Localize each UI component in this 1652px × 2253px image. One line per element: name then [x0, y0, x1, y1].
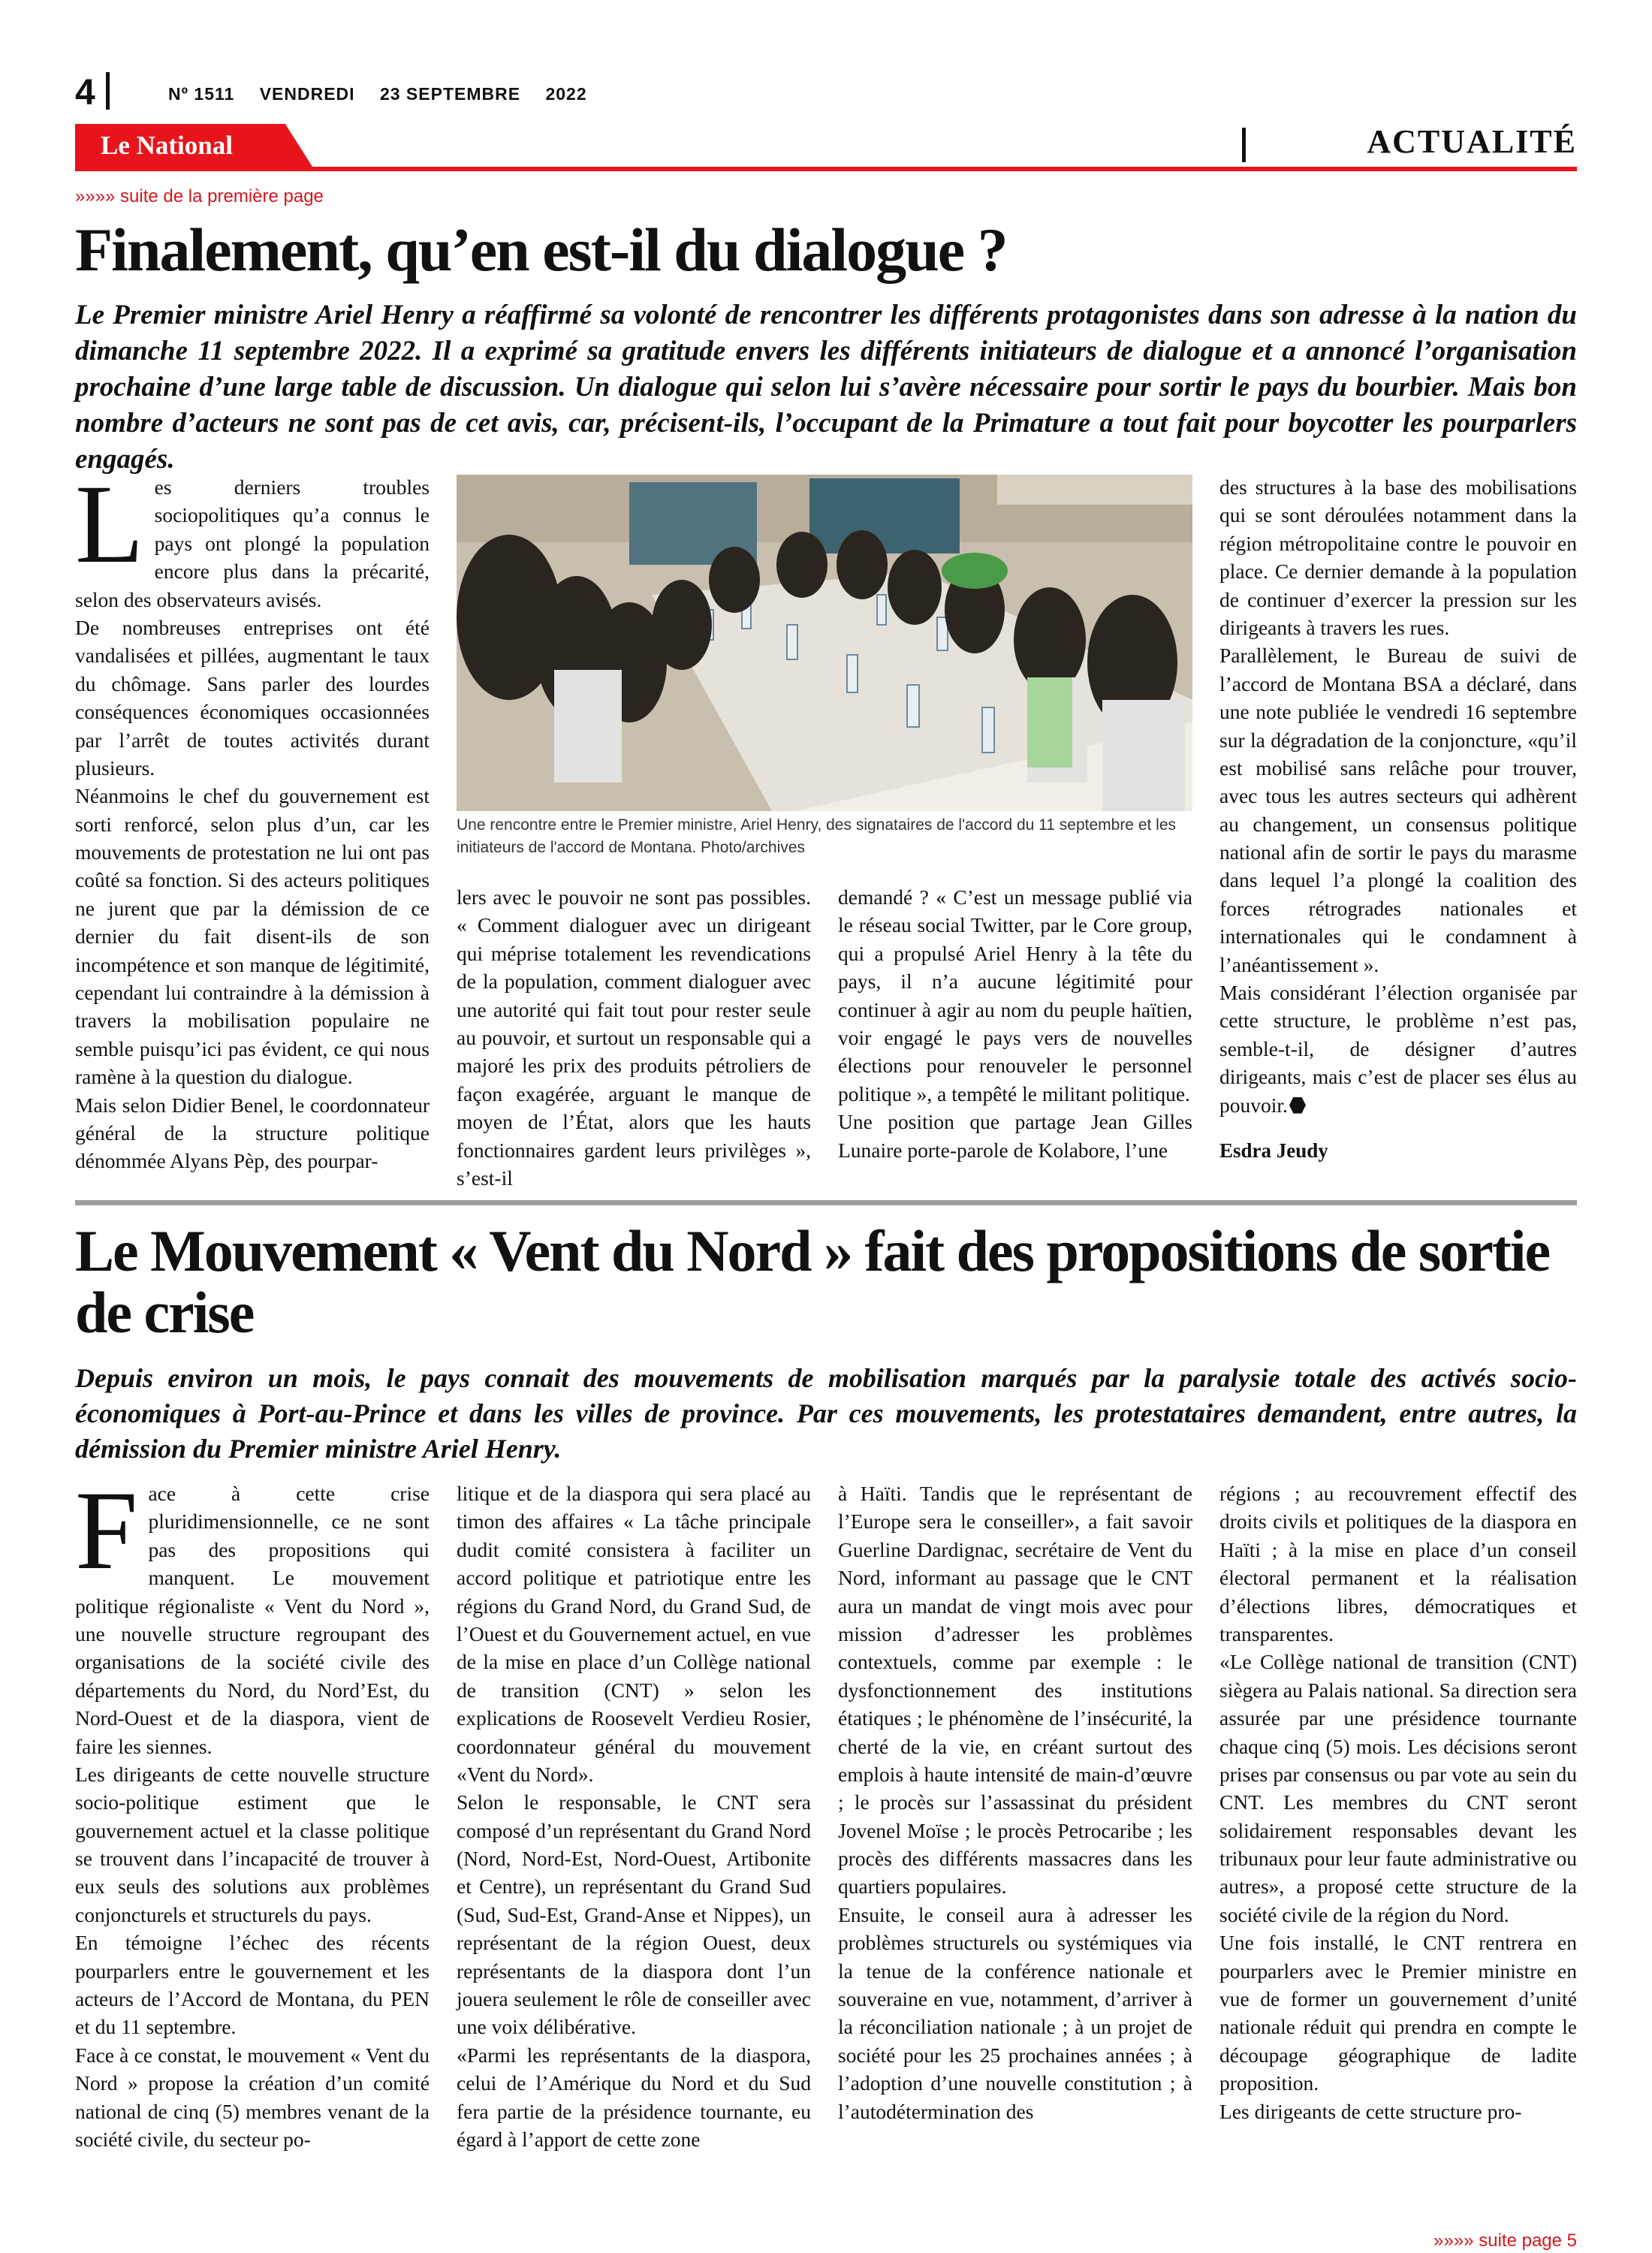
article1-paragraph: Néanmoins le chef du gouvernement est sorti renforcé, selon plus d’un, car les mouvements de protestation ne lui ont pas coûté sa fonction. Si des acteurs politiques ne jurent que par la démission de ce dernier du fait disent-ils de son incompétence et son manque de légitimité, cependant lui contraindre à la démission à travers la mobilisation populaire ne semble puisqu’ici pas évident, ce qui nous ramène à la question du dialogue.: [75, 784, 430, 1089]
issue-day: VENDREDI: [259, 84, 355, 104]
issue-year: 2022: [545, 84, 587, 104]
article-divider: [75, 1200, 1577, 1205]
article2-lede: Depuis environ un mois, le pays connait des mouvements de mobilisation marqués par la paralysie totale des activés socio-économiques à Port-au-Prince et dans les villes de province. Par ces mouvements, les protestataires demandent, entre autres, la démission du Premier ministre Ariel Henry.: [75, 1363, 1577, 1464]
article2-headline: Le Mouvement « Vent du Nord » fait des propositions de sortie de crise: [75, 1218, 1550, 1345]
article2-paragraph: Face à ce constat, le mouvement « Vent du Nord » propose la création d’un comité national de cinq (5) membres venant de la société civile, du secteur po-: [75, 2043, 430, 2151]
article1-paragraph: lers avec le pouvoir ne sont pas possibles. « Comment dialoguer avec un dirigeant qui méprise totalement les revendications de la population, comment dialoguer avec une autorité qui fait tout pour rester seule au pouvoir, et surtout un responsable qui a majoré les prix des produits pétroliers de façon exagérée, arguant le manque de moyen de l’État, alors que les hauts fonctionnaires gardent leurs privilèges », s’est-il: [457, 885, 811, 1190]
meeting-photo: [457, 475, 1192, 811]
article2-dropcap: F: [75, 1468, 138, 1593]
article1-dropcap: L: [75, 462, 144, 587]
continued-to-link[interactable]: »»»» suite page 5: [1433, 2230, 1577, 2251]
end-mark-icon: [1289, 1097, 1306, 1114]
page-number-divider: [106, 72, 110, 110]
article2-column-3: [838, 1479, 1192, 2125]
article1-lede: Le Premier ministre Ariel Henry a réaffirmé sa volonté de rencontrer les différents protagonistes dans son adresse à la nation du dimanche 11 septembre 2022. Il a exprimé sa gratitude envers les différents initiateurs de dialogue et a annoncé l’organisation prochaine d’une large table de discussion. Un dialogue qui selon lui s’avère nécessaire pour sortir le pays du bourbier. Mais bon nombre d’acteurs ne sont pas de cet avis, car, précisent-ils, l’occupant de la Primature a tout fait pour boycotter les pourparlers engagés.: [75, 300, 1577, 475]
article2-paragraph: à Haïti. Tandis que le représentant de l’Europe sera le conseiller», a fait savoir Guerline Dardignac, secrétaire de Vent du Nord, informant au passage que le CNT aura un mandat de vingt mois avec pour mission d’adresser les problèmes contextuels, comme par exemple : le dysfonctionnement des institutions étatiques ; le phénomène de l’insécurité, la cherté de la vie, en créant surtout des emplois à haute intensité de main-d’œuvre ; le procès sur l’assassinat du président Jovenel Moïse ; le procès Petrocaribe ; les procès des différents massacres dans les quartiers populaires.: [838, 1482, 1192, 1899]
article2-paragraph: régions ; au recouvrement effectif des droits civils et politiques de la diaspora en Haïti ; à la mise en place d’un conseil électoral permanent et la réalisation d’élections libres, démocratiques et transparentes.: [1219, 1482, 1577, 1645]
newspaper-logo: Le National: [101, 131, 233, 160]
article2-paragraph: Les dirigeants de cette nouvelle structure socio-politique estiment que le gouvernement actuel et la classe politique se trouvent dans l’incapacité de trouver à eux seuls des solutions aux problèmes conjoncturels et structurels du pays.: [75, 1762, 430, 1926]
article1-paragraph: des structures à la base des mobilisations qui se sont déroulées notamment dans la région métropolitaine contre le pouvoir en place. Ce dernier demande à la population de continuer d’exercer la pression sur les dirigeants à travers les rues.: [1219, 475, 1577, 639]
section-label: ACTUALITÉ: [1367, 123, 1577, 160]
article2-column-1: [75, 1468, 430, 2153]
article1-paragraph: Parallèlement, le Bureau de suivi de l’accord de Montana BSA a déclaré, dans une note publiée le vendredi 16 septembre sur la dégradation de la conjoncture, «qu’il est mobilisé sans relâche pour trouver, avec tous les autres secteurs qui adhèrent au changement, un consensus politique national afin de sortir le pays du marasme dans lequel l’a plongé la coalition des forces rétrogrades nationales et internationales qui le condamnent à l’anéantissement ».: [1219, 644, 1577, 976]
article1-column-4: [1219, 473, 1577, 1165]
page-number: 4: [75, 73, 95, 113]
article2-column-2: [457, 1479, 811, 2153]
article2-paragraph: Les dirigeants de cette structure pro-: [1219, 2099, 1522, 2123]
issue-line: [168, 84, 607, 104]
article2-paragraph: ace à cette crise pluridimensionnelle, ce ne sont pas des propositions qui manquent. Le mouvement politique régionaliste « Vent du Nord », une nouvelle structure regroupant des organisations de la société civile des départements du Nord, du Nord’Est, du Nord-Ouest et de la diaspora, vient de faire les siennes.: [75, 1482, 430, 1758]
article2-paragraph: Selon le responsable, le CNT sera composé d’un représentant du Grand Nord (Nord, Nord-Est, Nord-Ouest, Artibonite et Centre), un représentant du Grand Sud (Sud, Sud-Est, Grand-Anse et Nippes), un représentant de la région Ouest, deux représentants de la diaspora dont l’un jouera seulement le rôle de conseiller avec une voix délibérative.: [457, 1790, 811, 2039]
article1-signature: Esdra Jeudy: [1219, 1139, 1328, 1162]
article1-column-1: [75, 462, 430, 1175]
article1-headline: Finalement, qu’en est-il du dialogue ?: [75, 216, 1007, 284]
article2-paragraph: Une fois installé, le CNT rentrera en pourparlers avec le Premier ministre en vue de former un gouvernement d’unité nationale réduit qui prendra en compte le découpage géographique de ladite proposition.: [1219, 1931, 1577, 2095]
article2-paragraph: Ensuite, le conseil aura à adresser les problèmes structurels ou systémiques via la tenue de la conférence nationale et souveraine en vue, notamment, d’arriver à la réconciliation nationale ; à un projet de société pour les 25 prochaines années ; à l’adoption d’une nouvelle constitution ; à l’autodétermination des: [838, 1902, 1192, 2123]
article1-column-2: [457, 883, 811, 1192]
header-rule: [75, 167, 1577, 171]
article2-paragraph: «Le Collège national de transition (CNT) siègera au Palais national. Sa direction sera assurée par une présidence tournante chaque cinq (5) mois. Les décisions seront prises par consensus ou par vote au sein du CNT. Les membres du CNT seront solidairement responsables devant les tribunaux pour leur faute administrative ou autres», a proposé cette structure de la société civile de la région du Nord.: [1219, 1650, 1577, 1926]
section-divider: [1242, 128, 1246, 162]
article2-paragraph: litique et de la diaspora qui sera placé au timon des affaires « La tâche principale dudit comité consistera à faciliter un accord politique et patriotique entre les régions du Grand Nord, du Grand Sud, de l’Ouest et du Gouvernement actuel, en vue de la mise en place d’un Collège national de transition (CNT) » selon les explications de Roosevelt Verdieu Rosier, coordonnateur général du mouvement «Vent du Nord».: [457, 1482, 811, 1786]
article1-paragraph: es derniers troubles sociopolitiques qu’a connus le pays ont plongé la population encore plus dans la précarité, selon des observateurs avisés.: [75, 475, 430, 611]
article2-paragraph: En témoigne l’échec des récents pourparlers entre le gouvernement et les acteurs de l’Accord de Montana, du PEN et du 11 septembre.: [75, 1931, 430, 2039]
article1-paragraph: Une position que partage Jean Gilles Lunaire porte-parole de Kolabore, l’une: [838, 1110, 1192, 1162]
article1-paragraph: [1219, 979, 1577, 1119]
article1-paragraph: Mais selon Didier Benel, le coordonnateur général de la structure politique dénommée Alyans Pèp, des pourpar-: [75, 1093, 430, 1173]
article1-column-3: [838, 883, 1192, 1164]
article1-paragraph: demandé ? « C’est un message publié via le réseau social Twitter, par le Core group, qui a propulsé Ariel Henry à la tête du pays, il n’a aucune légitimité pour continuer à agir au nom du peuple haïtien, voir engagé le pays vers de nouvelles élections pour renouveler le personnel politique », a tempêté le militant politique.: [838, 885, 1192, 1105]
continued-from-note: »»»» suite de la première page: [75, 186, 324, 207]
article1-paragraph-text: Mais considérant l’élection organisée par cette structure, le problème n’est pas, semble-t-il, de désigner d’autres dirigeants, mais c’est de placer ses élus au pouvoir.: [1219, 981, 1577, 1117]
issue-date: 23 SEPTEMBRE: [379, 84, 521, 104]
article2-paragraph: «Parmi les représentants de la diaspora, celui de l’Amérique du Nord et du Sud fera partie de la présidence tournante, eu égard à l’apport de cette zone: [457, 2043, 811, 2151]
photo-caption: Une rencontre entre le Premier ministre, Ariel Henry, des signataires de l'accord du 11 septembre et les initiateurs de l'accord de Montana. Photo/archives: [457, 816, 1177, 857]
article1-paragraph: De nombreuses entreprises ont été vandalisées et pillées, augmentant le taux du chômage. Sans parler des lourdes conséquences économiques occasionnées par l’arrêt de toutes activités durant plusieurs.: [75, 615, 430, 780]
article2-column-4: [1219, 1479, 1577, 2125]
issue-number: Nº 1511: [168, 84, 235, 104]
meeting-photo-illustration: [457, 475, 1192, 811]
